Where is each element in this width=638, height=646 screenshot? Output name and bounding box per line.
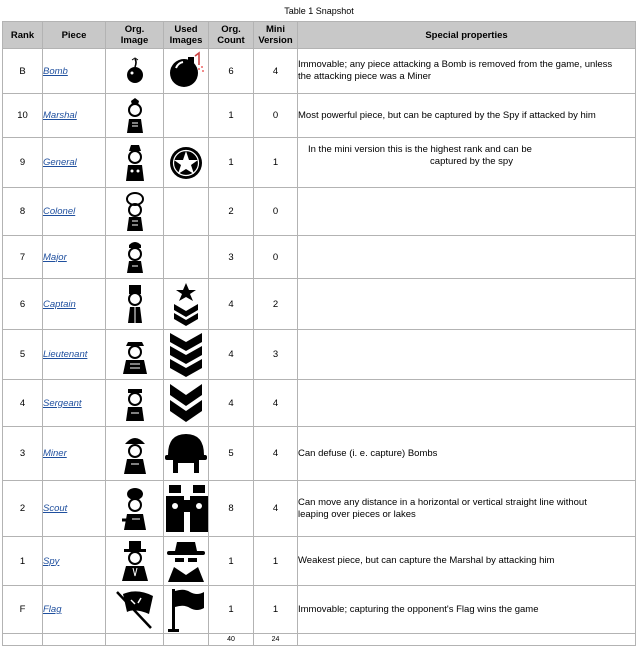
mini-version-cell: 0 [254,236,298,279]
rank-cell: 6 [3,279,43,330]
table-row [3,537,636,586]
piece-link[interactable]: Sergeant [43,380,106,427]
org-count-cell: 1 [209,138,254,188]
rank-cell: 4 [3,380,43,427]
major-sketch-icon [106,236,164,279]
piece-link[interactable]: Spy [43,537,106,586]
piece-link[interactable]: Scout [43,481,106,537]
table-row [3,94,636,138]
rank-cell: 2 [3,481,43,537]
piece-link[interactable]: General [43,138,106,188]
org-count-cell: 4 [209,279,254,330]
flag-sketch-icon [106,586,164,634]
header-row [3,22,636,49]
mini-version-cell: 4 [254,481,298,537]
special-properties-cell [298,380,636,427]
table-row [3,279,636,330]
rank-cell: F [3,586,43,634]
special-properties-cell: Can move any distance in a horizontal or vertical straight line without leaping over pieces or lakes [298,481,636,537]
special-properties-cell: Weakest piece, but can capture the Marshal by attacking him [298,537,636,586]
colonel-sketch-icon [106,188,164,236]
lieutenant-sketch-icon [106,330,164,380]
header-special-properties: Special properties [298,22,636,49]
table-row [3,49,636,94]
mini-version-total: 24 [254,634,298,646]
org-count-cell: 4 [209,330,254,380]
flag-icon [164,586,209,634]
org-count-cell: 8 [209,481,254,537]
special-properties-cell [298,279,636,330]
org-count-cell: 3 [209,236,254,279]
special-properties-cell [298,236,636,279]
special-properties-cell [298,330,636,380]
special-properties-cell: Can defuse (i. e. capture) Bombs [298,427,636,481]
piece-link[interactable]: Bomb [43,49,106,94]
org-count-cell: 1 [209,537,254,586]
header-piece: Piece [43,22,106,49]
piece-link[interactable]: Captain [43,279,106,330]
sergeant-sketch-icon [106,380,164,427]
captain-sketch-icon [106,279,164,330]
org-count-cell: 6 [209,49,254,94]
table-row [3,330,636,380]
header-org-count: Org. Count [209,22,254,49]
table-row [3,236,636,279]
piece-link[interactable]: Lieutenant [43,330,106,380]
general-sketch-icon [106,138,164,188]
triple-chevron-icon [164,330,209,380]
miner-sketch-icon [106,427,164,481]
marshal-sketch-icon [106,94,164,138]
table-row [3,481,636,537]
rank-cell: 9 [3,138,43,188]
org-count-cell: 2 [209,188,254,236]
rank-cell: 10 [3,94,43,138]
mini-version-cell: 1 [254,537,298,586]
mini-version-cell: 0 [254,188,298,236]
table-row [3,138,636,188]
table-row [3,188,636,236]
org-count-cell: 5 [209,427,254,481]
special-properties-cell: In the mini version this is the highest rank and can be captured by the spy [298,138,636,188]
double-chevron-icon [164,380,209,427]
table-row [3,427,636,481]
header-org-image: Org. Image [106,22,164,49]
mini-version-cell: 4 [254,380,298,427]
spy-sketch-icon [106,537,164,586]
header-used-images: Used Images [164,22,209,49]
mini-version-cell: 0 [254,94,298,138]
star-badge-icon [164,138,209,188]
piece-link[interactable]: Colonel [43,188,106,236]
rank-cell: 3 [3,427,43,481]
org-count-cell: 4 [209,380,254,427]
piece-link[interactable]: Major [43,236,106,279]
mini-version-cell: 4 [254,49,298,94]
org-count-total: 40 [209,634,254,646]
org-count-cell: 1 [209,94,254,138]
rank-cell: B [3,49,43,94]
table-row [3,380,636,427]
pieces-table [2,21,636,646]
table-row [3,586,636,634]
header-mini-version: Mini Version [254,22,298,49]
spy-icon [164,537,209,586]
piece-link[interactable]: Miner [43,427,106,481]
mini-version-cell: 2 [254,279,298,330]
special-properties-cell: Immovable; any piece attacking a Bomb is removed from the game, unless the attacking piece was a Miner [298,49,636,94]
rank-cell: 5 [3,330,43,380]
bomb-icon [164,49,209,94]
star-chevron-icon [164,279,209,330]
mini-version-cell: 4 [254,427,298,481]
bomb-sketch-icon [106,49,164,94]
piece-link[interactable]: Marshal [43,94,106,138]
scout-sketch-icon [106,481,164,537]
rank-cell: 1 [3,537,43,586]
org-count-cell: 1 [209,586,254,634]
rank-cell: 8 [3,188,43,236]
mini-version-cell: 1 [254,586,298,634]
special-properties-cell: Immovable; capturing the opponent's Flag wins the game [298,586,636,634]
binoculars-icon [164,481,209,537]
helmet-icon [164,427,209,481]
table-caption: Table 1 Snapshot [284,6,354,16]
totals-row [3,634,636,646]
special-properties-cell [298,188,636,236]
special-properties-cell: Most powerful piece, but can be captured by the Spy if attacked by him [298,94,636,138]
rank-cell: 7 [3,236,43,279]
piece-link[interactable]: Flag [43,586,106,634]
mini-version-cell: 1 [254,138,298,188]
header-rank: Rank [3,22,43,49]
mini-version-cell: 3 [254,330,298,380]
